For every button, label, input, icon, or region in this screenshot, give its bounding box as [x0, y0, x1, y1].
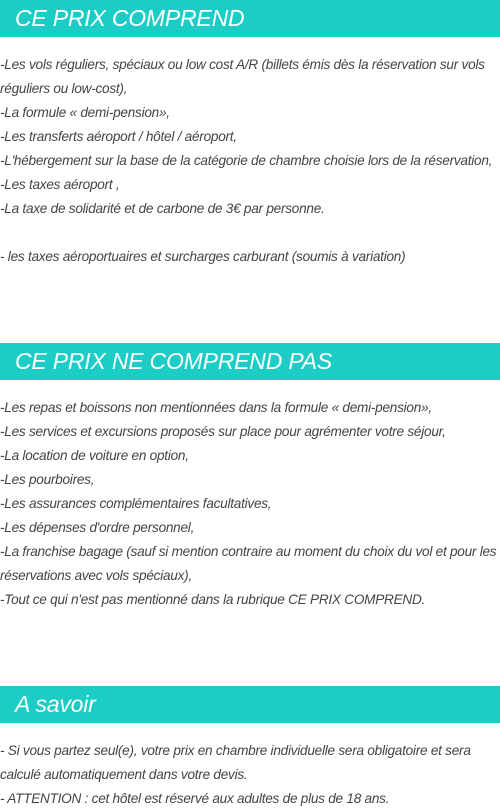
list-item: -La taxe de solidarité et de carbone de 3€ par personne. [0, 201, 325, 216]
section-header-not-included: CE PRIX NE COMPREND PAS [0, 343, 500, 380]
good-to-know-list [0, 739, 500, 811]
list-item: -Les dépenses d'ordre personnel, [0, 520, 195, 535]
not-included-list [0, 396, 500, 612]
list-item: -Les pourboires, [0, 472, 95, 487]
list-item: -L'hébergement sur la base de la catégorie de chambre choisie lors de la réservation, [0, 153, 493, 168]
list-item: -Les assurances complémentaires facultatives, [0, 496, 272, 511]
list-item: -Les services et excursions proposés sur place pour agrémenter votre séjour, [0, 424, 446, 439]
section-header-included: CE PRIX COMPREND [0, 0, 500, 37]
list-item: - Si vous partez seul(e), votre prix en chambre individuelle sera obligatoire et sera calculé automatiquement dans votre devis. [0, 743, 471, 782]
list-item: -Les transferts aéroport / hôtel / aéroport, [0, 129, 237, 144]
spacer [0, 221, 500, 245]
list-item: -La formule « demi-pension», [0, 105, 170, 120]
list-item: -La franchise bagage (sauf si mention contraire au moment du choix du vol et pour les réservations avec vols spéciaux), [0, 544, 497, 583]
list-item: - les taxes aéroportuaires et surcharges carburant (soumis à variation) [0, 249, 406, 264]
list-item: -Les repas et boissons non mentionnées dans la formule « demi-pension», [0, 400, 432, 415]
section-header-good-to-know: A savoir [0, 686, 500, 723]
list-item: -Les vols réguliers, spéciaux ou low cost A/R (billets émis dès la réservation sur vols réguliers ou low-cost), [0, 57, 485, 96]
list-item: - ATTENTION : cet hôtel est réservé aux adultes de plus de 18 ans. [0, 791, 390, 806]
list-item: -Tout ce qui n'est pas mentionné dans la rubrique CE PRIX COMPREND. [0, 592, 426, 607]
list-item: -La location de voiture en option, [0, 448, 189, 463]
included-list [0, 53, 500, 269]
list-item: -Les taxes aéroport , [0, 177, 120, 192]
